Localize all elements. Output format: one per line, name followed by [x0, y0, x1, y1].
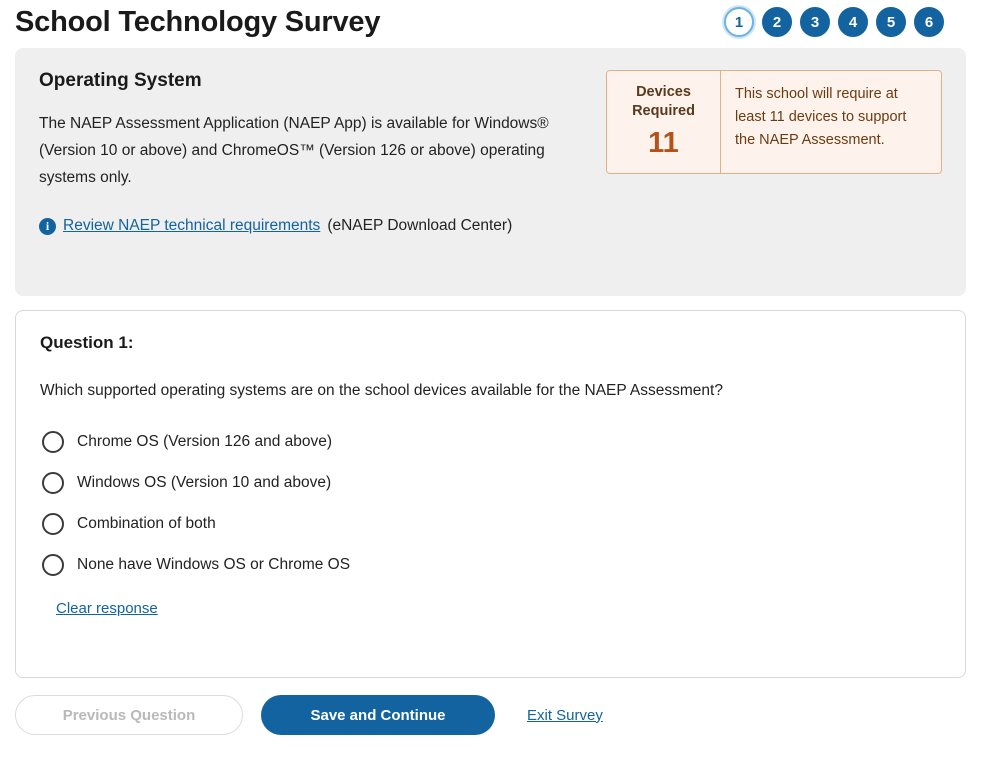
- clear-response-row: [56, 600, 941, 618]
- option-label: Chrome OS (Version 126 and above): [77, 433, 333, 450]
- option-label: None have Windows OS or Chrome OS: [77, 556, 351, 573]
- radio-icon[interactable]: [42, 431, 64, 453]
- info-panel-title: Operating System: [39, 70, 202, 91]
- info-panel-link-row: [39, 217, 942, 235]
- option-chrome-os[interactable]: [42, 431, 941, 453]
- radio-icon[interactable]: [42, 554, 64, 576]
- exit-survey-link[interactable]: Exit Survey: [527, 706, 603, 724]
- step-1[interactable]: 1: [724, 7, 754, 37]
- option-label: Combination of both: [77, 515, 216, 532]
- radio-icon[interactable]: [42, 513, 64, 535]
- technical-requirements-suffix: (eNAEP Download Center): [327, 217, 513, 234]
- question-card: [15, 310, 966, 678]
- devices-required-summary: [607, 71, 721, 173]
- step-3[interactable]: 3: [800, 7, 830, 37]
- devices-required-count: 11: [648, 127, 679, 159]
- page-header: [10, 0, 971, 48]
- step-5[interactable]: 5: [876, 7, 906, 37]
- devices-required-card: [606, 70, 942, 174]
- survey-footer: [10, 678, 971, 745]
- clear-response-link[interactable]: Clear response: [56, 600, 158, 617]
- operating-system-info-panel: [15, 48, 966, 296]
- devices-required-label: Devices Required: [632, 84, 695, 119]
- radio-icon[interactable]: [42, 472, 64, 494]
- devices-required-message: This school will require at least 11 devices to support the NAEP Assessment.: [735, 86, 907, 148]
- page-title: School Technology Survey: [15, 6, 381, 38]
- question-text: Which supported operating systems are on the school devices available for the NAEP Assessment?: [40, 382, 723, 399]
- option-none[interactable]: [42, 554, 941, 576]
- save-and-continue-button[interactable]: Save and Continue: [261, 695, 495, 735]
- step-4[interactable]: 4: [838, 7, 868, 37]
- option-combination[interactable]: [42, 513, 941, 535]
- step-2[interactable]: 2: [762, 7, 792, 37]
- info-icon: i: [39, 218, 56, 235]
- option-windows-os[interactable]: [42, 472, 941, 494]
- step-indicator: [724, 7, 966, 37]
- info-panel-body: The NAEP Assessment Application (NAEP App) is available for Windows® (Version 10 or above) and ChromeOS™ (Version 126 or above) operating systems only.: [39, 115, 549, 186]
- previous-question-button[interactable]: Previous Question: [15, 695, 243, 735]
- step-6[interactable]: 6: [914, 7, 944, 37]
- technical-requirements-link[interactable]: Review NAEP technical requirements: [63, 217, 321, 234]
- option-label: Windows OS (Version 10 and above): [77, 474, 332, 491]
- question-number: Question 1:: [40, 333, 134, 352]
